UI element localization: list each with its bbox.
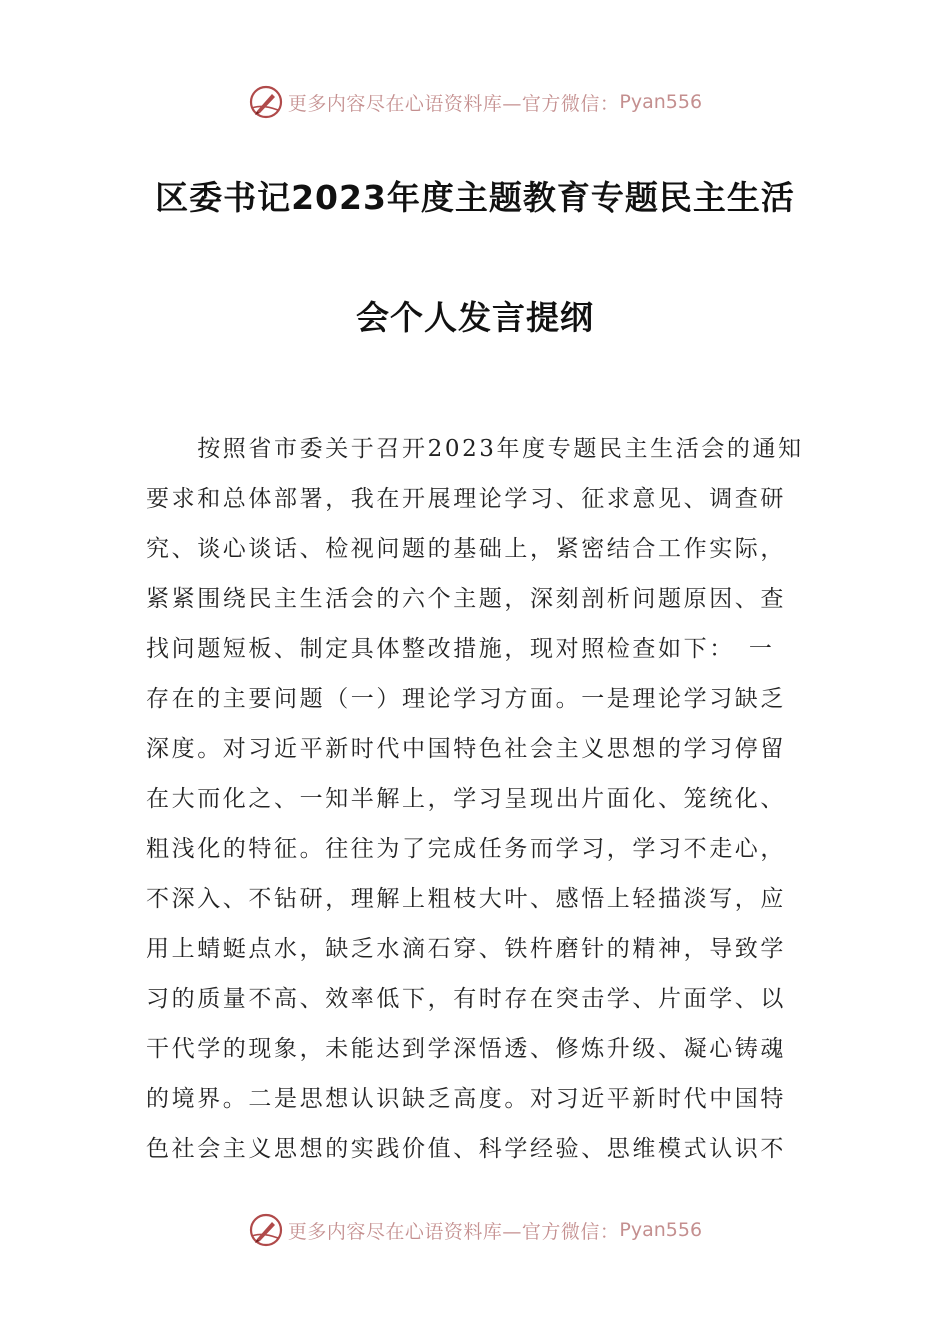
body-line: 要求和总体部署，我在开展理论学习、征求意见、调查研: [146, 486, 786, 512]
pen-logo-icon: [248, 1212, 284, 1248]
body-line: 粗浅化的特征。往往为了完成任务而学习，学习不走心，: [146, 836, 786, 862]
document-title-line-2: 会个人发言提纲: [356, 298, 594, 337]
footer-watermark: [0, 1210, 950, 1250]
body-line: 紧紧围绕民主生活会的六个主题，深刻剖析问题原因、查: [146, 586, 786, 612]
body-line: 究、谈心谈话、检视问题的基础上，紧密结合工作实际，: [146, 536, 786, 562]
body-line: 找问题短板、制定具体整改措施，现对照检查如下： 一: [146, 636, 775, 662]
body-line: 色社会主义思想的实践价值、科学经验、思维模式认识不: [146, 1136, 786, 1162]
body-line: 的境界。二是思想认识缺乏高度。对习近平新时代中国特: [146, 1086, 786, 1112]
body-line: 习的质量不高、效率低下，有时存在突击学、片面学、以: [146, 986, 786, 1012]
document-title-line-1: 区委书记2023年度主题教育专题民主生活: [155, 178, 795, 217]
body-line: 按照省市委关于召开2023年度专题民主生活会的通知: [146, 436, 804, 462]
body-line: 干代学的现象，未能达到学深悟透、修炼升级、凝心铸魂: [146, 1036, 786, 1062]
body-line: 用上蜻蜓点水，缺乏水滴石穿、铁杵磨针的精神，导致学: [146, 936, 786, 962]
pen-logo-icon: [248, 84, 284, 120]
body-line: 不深入、不钻研，理解上粗枝大叶、感悟上轻描淡写，应: [146, 886, 786, 912]
watermark-wechat-id: Pyan556: [619, 91, 703, 113]
body-line: 深度。对习近平新时代中国特色社会主义思想的学习停留: [146, 736, 786, 762]
watermark-wechat-id: Pyan556: [619, 1219, 703, 1241]
body-line: 存在的主要问题（一）理论学习方面。一是理论学习缺乏: [146, 686, 786, 712]
header-watermark: [0, 82, 950, 122]
document-body: [146, 424, 806, 1174]
watermark-text: 更多内容尽在心语资料库—官方微信：: [287, 92, 620, 115]
watermark-text: 更多内容尽在心语资料库—官方微信：: [287, 1220, 620, 1243]
body-line: 在大而化之、一知半解上，学习呈现出片面化、笼统化、: [146, 786, 786, 812]
